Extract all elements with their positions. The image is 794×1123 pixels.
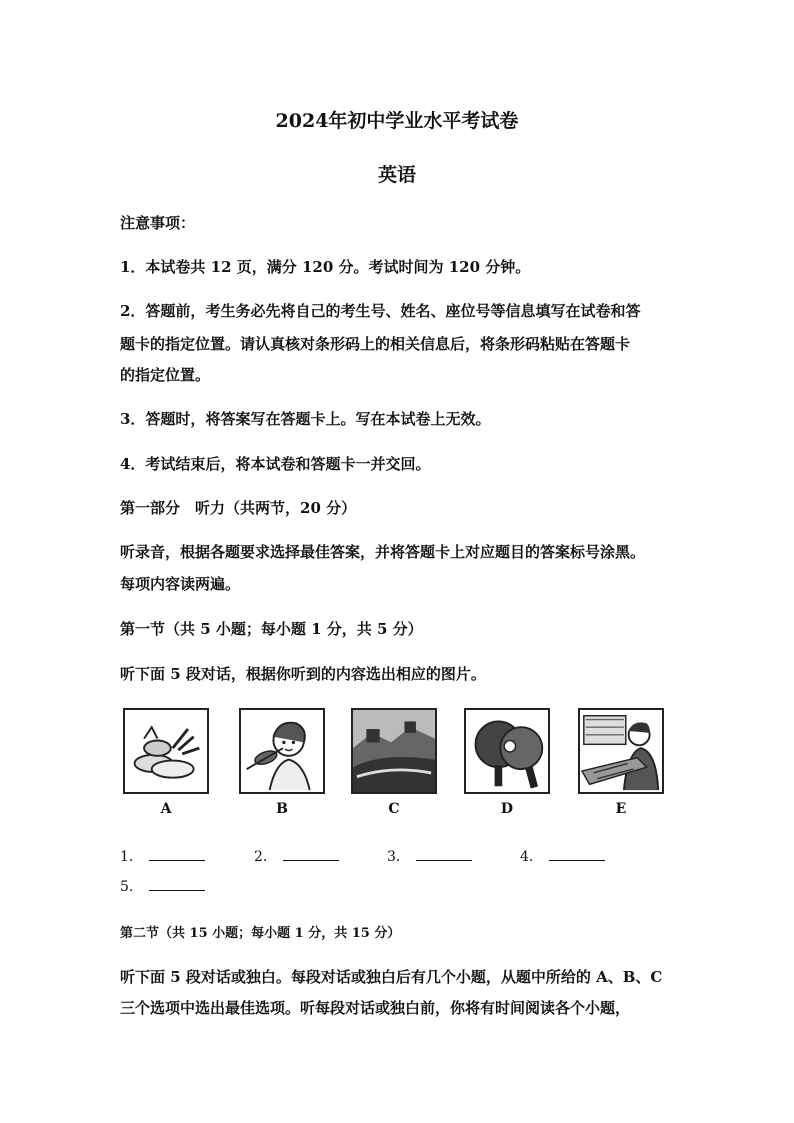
notice-heading: 注意事项： <box>120 214 196 232</box>
answer-blank-2[interactable] <box>254 846 339 866</box>
picture-d <box>464 708 550 794</box>
picture-e <box>578 708 664 794</box>
answer-blank-number: 1． <box>120 849 143 865</box>
notice-item-3: 3．答题时，将答案写在答题卡上。写在本试卷上无效。 <box>120 410 491 428</box>
section2-heading: 第二节（共 15 小题；每小题 1 分，共 15 分） <box>120 926 401 941</box>
answer-blank-3[interactable] <box>387 846 472 866</box>
picture-b-label: B <box>276 801 288 817</box>
answer-blank-number: 4． <box>520 849 543 865</box>
answer-line[interactable] <box>549 846 605 861</box>
section1-instruction: 听下面 5 段对话，根据你听到的内容选出相应的图片。 <box>120 665 486 683</box>
part1-instruction-line-2: 每项内容读两遍。 <box>120 575 241 593</box>
answer-line[interactable] <box>149 876 205 891</box>
answer-blank-5[interactable] <box>120 876 205 896</box>
notice-item-2-line-2: 题卡的指定位置。请认真核对条形码上的相关信息后，将条形码粘贴在答题卡 <box>120 335 631 353</box>
vegetables-icon <box>125 710 207 792</box>
great-wall-icon <box>353 710 435 792</box>
picture-b <box>239 708 325 794</box>
section1-heading: 第一节（共 5 小题；每小题 1 分，共 5 分） <box>120 620 423 638</box>
answer-blank-number: 2． <box>254 849 277 865</box>
ping-pong-icon <box>466 710 548 792</box>
subject-title: 英语 <box>377 164 416 186</box>
boy-desk-icon <box>580 710 662 792</box>
girl-violin-icon <box>241 710 323 792</box>
answer-blank-1[interactable] <box>120 846 205 866</box>
part1-instruction-line-1: 听录音，根据各题要求选择最佳答案，并将答题卡上对应题目的答案标号涂黑。 <box>120 543 646 561</box>
notice-item-2-line-3: 的指定位置。 <box>120 366 211 384</box>
picture-a <box>123 708 209 794</box>
picture-a-label: A <box>160 801 172 817</box>
answer-blank-number: 5． <box>120 879 143 895</box>
section2-instruction-line-2: 三个选项中选出最佳选项。听每段对话或独白前，你将有时间阅读各个小题， <box>120 999 631 1017</box>
exam-title: 2024年初中学业水平考试卷 <box>275 110 519 132</box>
notice-item-2-line-1: 2．答题前，考生务必先将自己的考生号、姓名、座位号等信息填写在试卷和答 <box>120 302 641 320</box>
picture-c-label: C <box>388 801 400 817</box>
answer-line[interactable] <box>283 846 339 861</box>
answer-line[interactable] <box>416 846 472 861</box>
notice-item-1: 1．本试卷共 12 页，满分 120 分。考试时间为 120 分钟。 <box>120 258 531 276</box>
answer-line[interactable] <box>149 846 205 861</box>
picture-e-label: E <box>615 801 627 817</box>
picture-c <box>351 708 437 794</box>
answer-blank-4[interactable] <box>520 846 605 866</box>
part1-heading: 第一部分 听力（共两节，20 分） <box>120 499 357 517</box>
picture-d-label: D <box>500 801 514 817</box>
answer-blank-number: 3． <box>387 849 410 865</box>
section2-instruction-line-1: 听下面 5 段对话或独白。每段对话或独白后有几个小题，从题中所给的 A、B、C <box>120 968 663 986</box>
notice-item-4: 4．考试结束后，将本试卷和答题卡一并交回。 <box>120 455 431 473</box>
